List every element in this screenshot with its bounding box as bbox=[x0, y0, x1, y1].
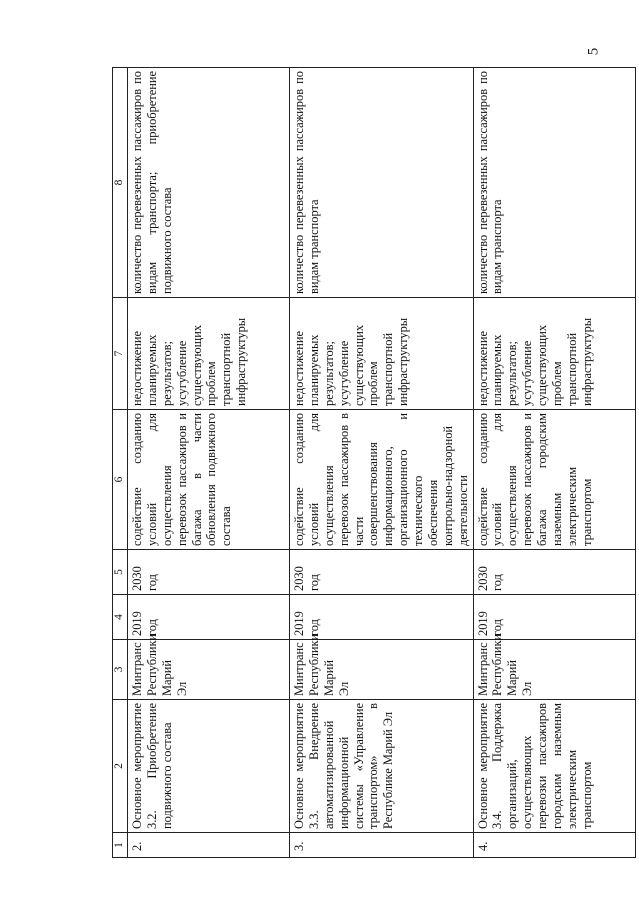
end-year-cell: 2030 год bbox=[290, 550, 474, 595]
col-header-7: 7 bbox=[113, 298, 128, 410]
consequence-cell: недостижение планируемых результатов; усугубление существующих проблем транспортной инфраструктуры bbox=[473, 298, 635, 410]
indicator-cell: количество перевезенных пассажиров по видам транспорта bbox=[290, 68, 474, 298]
col-header-3: 3 bbox=[113, 640, 128, 700]
measures-table bbox=[112, 67, 636, 858]
row-number: 4. bbox=[473, 833, 635, 858]
consequence-cell: недостижение планируемых результатов; усугубление существующих проблем транспортной инфраструктуры bbox=[128, 298, 290, 410]
col-header-8: 8 bbox=[113, 68, 128, 298]
col-header-5: 5 bbox=[113, 550, 128, 595]
result-cell: содействие созданию условий для осуществления перевозок пассажиров в части совершенствования информационного, организационного и технического обеспечения контрольно-надзорной деятельности bbox=[290, 410, 474, 550]
column-number-row bbox=[113, 68, 128, 858]
start-year-cell: 2019 год bbox=[473, 595, 635, 640]
indicator-cell: количество перевезенных пассажиров по видам транспорта bbox=[473, 68, 635, 298]
rotated-table-container bbox=[112, 68, 617, 858]
table-row bbox=[128, 68, 290, 858]
row-number: 3. bbox=[290, 833, 474, 858]
measure-cell: Основное мероприятие 3.4. Поддержка организаций, осуществляющих перевозки пассажиров городским наземным электрическим транспортом bbox=[473, 700, 635, 833]
start-year-cell: 2019 год bbox=[290, 595, 474, 640]
consequence-cell: недостижение планируемых результатов; усугубление существующих проблем транспортной инфраструктуры bbox=[290, 298, 474, 410]
executor-cell: Минтранс Республики Марий Эл bbox=[473, 640, 635, 700]
measure-cell: Основное мероприятие 3.2. Приобретение подвижного состава bbox=[128, 700, 290, 833]
start-year-cell: 2019 год bbox=[128, 595, 290, 640]
end-year-cell: 2030 год bbox=[128, 550, 290, 595]
table-row bbox=[473, 68, 635, 858]
executor-cell: Минтранс Республики Марий Эл bbox=[128, 640, 290, 700]
col-header-1: 1 bbox=[113, 833, 128, 858]
col-header-2: 2 bbox=[113, 700, 128, 833]
indicator-cell: количество перевезенных пассажиров по видам транспорта; приобретение подвижного состава bbox=[128, 68, 290, 298]
col-header-6: 6 bbox=[113, 410, 128, 550]
end-year-cell: 2030 год bbox=[473, 550, 635, 595]
result-cell: содействие созданию условий для осуществления перевозок пассажиров и багажа в части обновления подвижного состава bbox=[128, 410, 290, 550]
page-number: 5 bbox=[585, 47, 602, 56]
measure-cell: Основное мероприятие 3.3. Внедрение автоматизированной информационной системы «Управление транспортом» в Республике Марий Эл bbox=[290, 700, 474, 833]
table-row bbox=[290, 68, 474, 858]
result-cell: содействие созданию условий для осуществления перевозок пассажиров и багажа городским наземным электрическим транспортом bbox=[473, 410, 635, 550]
row-number: 2. bbox=[128, 833, 290, 858]
col-header-4: 4 bbox=[113, 595, 128, 640]
executor-cell: Минтранс Республики Марий Эл bbox=[290, 640, 474, 700]
